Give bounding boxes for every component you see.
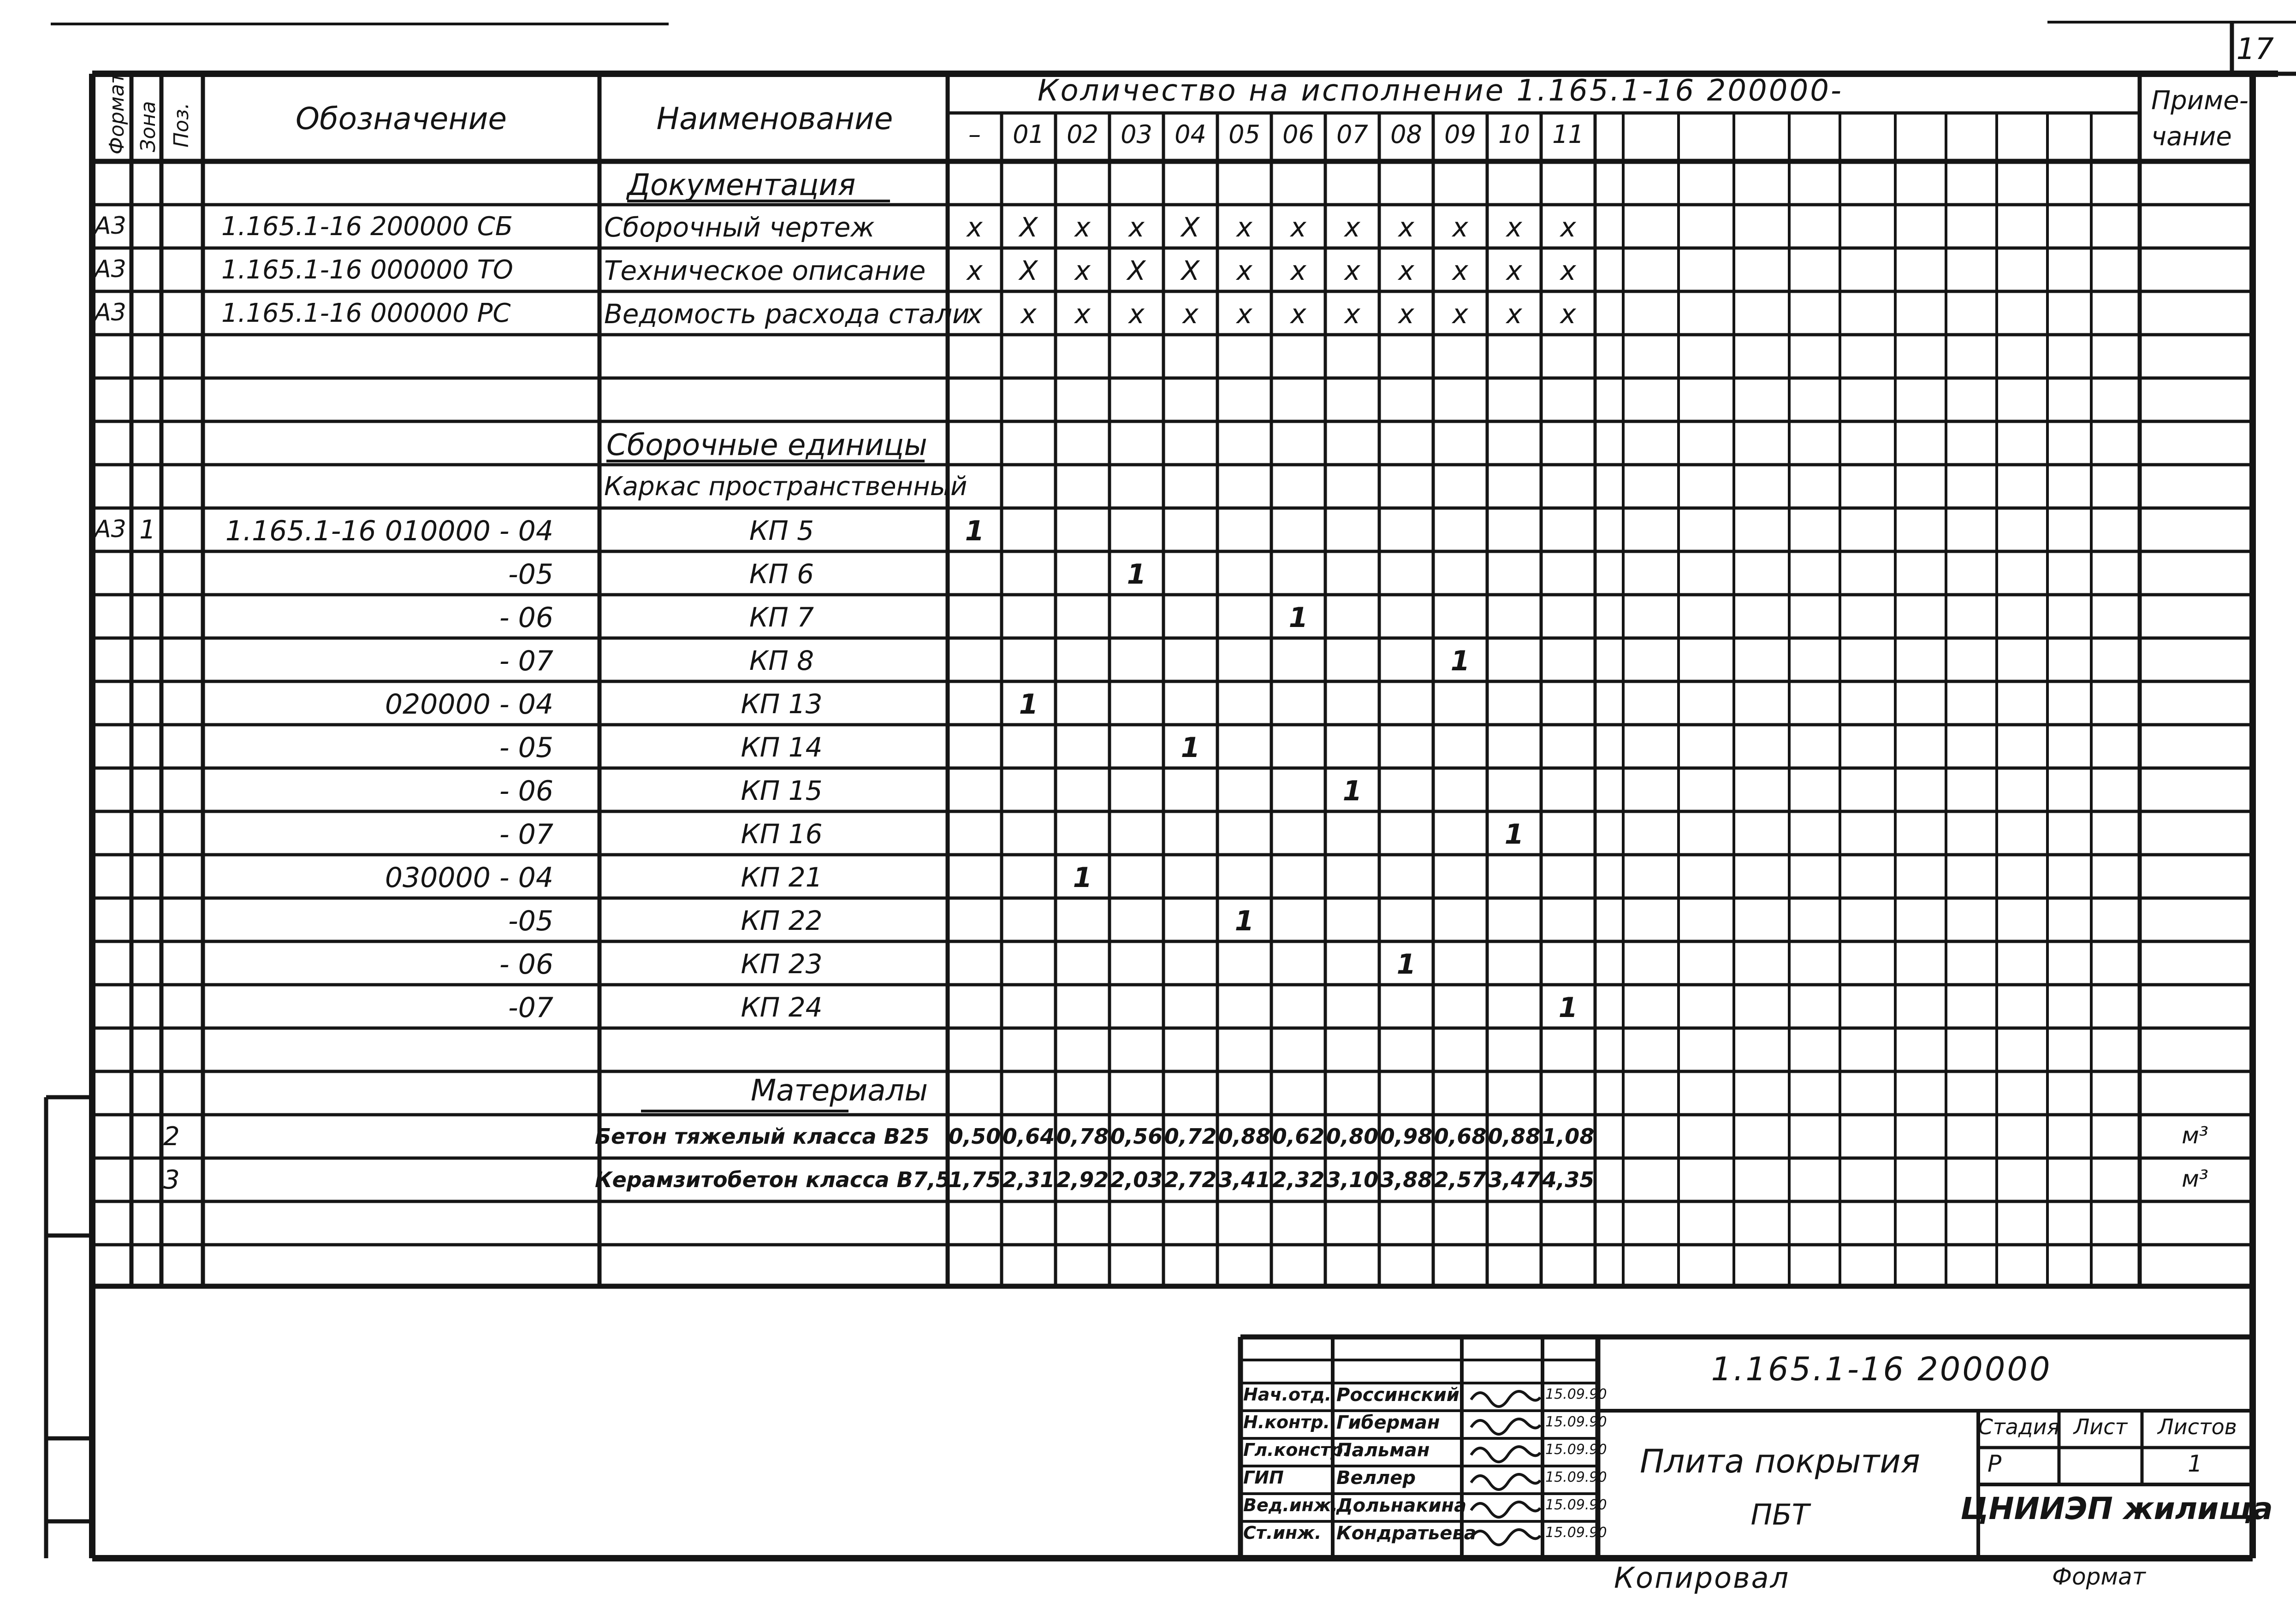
material-row-name: Керамзитобетон класса В7,5 [595,1167,951,1192]
doc-row-mark: X [1181,212,1200,243]
frame-row-designation: - 07 [499,645,553,677]
doc-row-mark: x [1074,255,1091,286]
frame-row-pos: 1 [139,515,156,545]
doc-row-mark: x [1560,255,1576,286]
frame-row-qty: 1 [1127,558,1146,591]
frame-row-format: А3 [95,515,126,543]
role-name: Дольнакина [1336,1495,1467,1516]
role-name: Кондратьева [1336,1523,1477,1544]
role-label: Нач.отд. [1243,1384,1332,1405]
material-row-value: 2,03 [1110,1167,1163,1192]
doc-row-name: Ведомость расхода стали [604,298,970,330]
signature [1471,1502,1540,1517]
header-name: Наименование [656,101,893,136]
execution-header-2: 02 [1067,120,1098,149]
material-row-value: 2,92 [1056,1167,1109,1192]
material-row-unit: м³ [2182,1165,2208,1192]
doc-row-mark: x [1506,212,1522,243]
frame-row-name: КП 13 [741,688,823,720]
doc-row-mark: x [1344,298,1360,330]
frame-row-name: КП 22 [741,905,823,936]
frame-row-name: КП 7 [749,602,814,633]
material-row-value: 0,50 [948,1124,1001,1149]
doc-row-format: А3 [95,299,126,326]
doc-row-mark: X [1181,255,1200,286]
doc-row-mark: x [1074,212,1091,243]
execution-header-3: 03 [1121,120,1152,149]
header-note: Приме-чание [2151,86,2249,152]
frame-row-designation: 020000 - 04 [385,688,553,721]
execution-header-7: 07 [1336,120,1368,149]
doc-row-mark: x [1290,255,1306,286]
role-date: 15.09.90 [1545,1442,1607,1458]
frame-title: Каркас пространственный [604,472,967,502]
material-row-value: 3,47 [1488,1167,1541,1192]
doc-row-mark: x [1020,298,1037,330]
execution-header-11: 11 [1552,120,1584,149]
execution-header-1: 01 [1013,120,1044,149]
material-row-value: 0,62 [1272,1124,1325,1149]
doc-row-mark: x [967,255,983,286]
role-label: Ст.инж. [1243,1523,1322,1543]
doc-row-name: Сборочный чертеж [604,212,875,243]
role-date: 15.09.90 [1545,1497,1607,1513]
signature [1471,1530,1540,1545]
doc-row-mark: x [1344,255,1360,286]
execution-header-4: 04 [1175,120,1206,149]
material-row-value: 2,72 [1164,1167,1217,1192]
material-row-value: 0,68 [1434,1124,1487,1149]
role-date: 15.09.90 [1545,1469,1607,1485]
header-quantity: Количество на исполнение 1.165.1-16 200000- [1038,74,1843,108]
section-documentation: Документация [627,168,856,202]
doc-row-mark: x [1506,255,1522,286]
frame-row-qty: 1 [1558,992,1578,1024]
material-row-value: 0,64 [1002,1124,1055,1149]
frame-row-designation: -05 [508,558,553,591]
frame-row-qty: 1 [1342,775,1362,807]
frame-row-name: КП 8 [749,645,814,676]
doc-row-mark: x [1290,298,1306,330]
doc-row-mark: x [1128,298,1145,330]
frame-row-name: КП 6 [749,558,814,590]
organization: ЦНИИЭП жилища [1960,1491,2273,1526]
material-row-value: 3,88 [1380,1167,1433,1192]
frame-row-designation: - 06 [499,775,553,807]
frame-row-qty: 1 [965,515,985,547]
material-row-unit: м³ [2182,1122,2208,1149]
doc-row-name: Техническое описание [604,255,926,286]
header-format: Формат [105,72,129,154]
frame-row-qty: 1 [1234,905,1254,937]
role-name: Гиберман [1336,1412,1440,1433]
header-designation: Обозначение [296,101,507,136]
doc-row-mark: x [1398,255,1414,286]
doc-row-designation: 1.165.1-16 000000 ТО [221,255,513,285]
material-row-value: 2,57 [1434,1167,1487,1192]
frame-row-qty: 1 [1288,602,1308,634]
frame-row-designation: - 06 [499,948,553,981]
role-date: 15.09.90 [1545,1525,1607,1541]
material-row-name: Бетон тяжелый класса В25 [595,1124,930,1149]
doc-row-mark: x [1074,298,1091,330]
doc-row-mark: x [1560,298,1576,330]
doc-row-mark: x [1452,212,1468,243]
role-label: Гл.констр. [1243,1440,1350,1460]
doc-row-format: А3 [95,212,126,240]
signature [1471,1447,1540,1462]
execution-header-5: 05 [1228,120,1260,149]
frame-row-name: КП 15 [741,775,823,806]
doc-row-mark: x [1560,212,1576,243]
material-row-value: 0,88 [1218,1124,1271,1149]
frame-row-designation: - 06 [499,602,553,634]
doc-row-mark: x [1182,298,1198,330]
doc-row-designation: 1.165.1-16 000000 РС [221,298,511,328]
doc-row-mark: x [1290,212,1306,243]
material-row-value: 4,35 [1542,1167,1595,1192]
frame-row-designation: -05 [508,905,553,937]
doc-row-mark: x [967,212,983,243]
execution-header-9: 09 [1444,120,1476,149]
stage-label: Стадия [1978,1414,2060,1439]
signature [1471,1419,1540,1434]
role-name: Россинский [1336,1384,1459,1406]
frame-row-name: КП 16 [741,818,823,850]
header-zone: Зона [136,101,160,152]
role-date: 15.09.90 [1545,1386,1607,1402]
signature [1471,1391,1540,1407]
doc-row-mark: x [1128,212,1145,243]
doc-row-mark: x [1236,255,1252,286]
execution-header-6: 06 [1282,120,1314,149]
material-row-value: 0,80 [1326,1124,1379,1149]
frame-row-designation: -07 [508,992,553,1024]
material-row-value: 0,56 [1110,1124,1163,1149]
role-date: 15.09.90 [1545,1414,1607,1430]
frame-row-qty: 1 [1073,862,1092,894]
frame-row-qty: 1 [1019,688,1038,721]
doc-row-mark: X [1127,255,1146,286]
section-materials: Материалы [751,1074,928,1108]
doc-row-mark: x [1398,298,1414,330]
material-row-value: 0,88 [1488,1124,1541,1149]
execution-header-8: 08 [1390,120,1422,149]
frame-row-name: КП 21 [741,862,823,893]
doc-row-mark: x [1344,212,1360,243]
role-label: Н.контр. [1243,1412,1330,1432]
material-row-value: 3,41 [1218,1167,1271,1192]
frame-row-qty: 1 [1181,732,1200,764]
material-row-value: 0,98 [1380,1124,1433,1149]
frame-row-designation: - 07 [499,818,553,851]
header-pos: Поз. [170,102,193,148]
doc-row-mark: x [967,298,983,330]
doc-row-mark: X [1019,255,1038,286]
footer-copied: Копировал [1614,1561,1790,1595]
frame-row-name: КП 14 [741,732,823,763]
doc-row-mark: x [1236,298,1252,330]
material-row-value: 2,32 [1272,1167,1325,1192]
material-row-value: 0,78 [1056,1124,1109,1149]
sheet-number: 17 [2236,32,2274,66]
execution-header-10: 10 [1498,120,1530,149]
execution-header-0: – [968,120,981,149]
material-row-value: 0,72 [1164,1124,1217,1149]
role-name: Веллер [1336,1467,1416,1489]
frame-row-designation: 1.165.1-16 010000 - 04 [225,515,553,547]
material-row-value: 1,08 [1542,1124,1595,1149]
title-main: Плита покрытия [1640,1443,1920,1480]
doc-row-mark: x [1236,212,1252,243]
doc-row-mark: x [1452,298,1468,330]
footer-format: Формат [2052,1563,2146,1590]
frame-row-name: КП 23 [741,948,823,980]
doc-row-mark: X [1019,212,1038,243]
material-row-pos: 2 [163,1122,180,1152]
frame-row-qty: 1 [1450,645,1470,677]
title-code: 1.165.1-16 200000 [1711,1350,2052,1388]
doc-row-mark: x [1398,212,1414,243]
signature [1471,1474,1540,1490]
material-row-value: 3,10 [1326,1167,1379,1192]
doc-row-format: А3 [95,255,126,283]
sheet-label: Лист [2073,1414,2128,1439]
role-name: Пальман [1336,1440,1430,1461]
frame-row-name: КП 24 [741,992,823,1023]
material-row-value: 2,31 [1002,1167,1055,1192]
role-label: ГИП [1243,1467,1284,1488]
stage-value: Р [1987,1450,2002,1477]
material-row-pos: 3 [163,1165,180,1195]
frame-row-designation: 030000 - 04 [385,862,553,894]
sheets-value: 1 [2188,1450,2202,1477]
frame-row-name: КП 5 [749,515,814,546]
frame-row-designation: - 05 [499,732,553,764]
doc-row-designation: 1.165.1-16 200000 СБ [221,212,513,242]
doc-row-mark: x [1506,298,1522,330]
section-assembly-units: Сборочные единицы [606,428,927,462]
doc-row-mark: x [1452,255,1468,286]
sheets-label: Листов [2158,1414,2237,1439]
material-row-value: 1,75 [948,1167,1001,1192]
frame-row-qty: 1 [1396,948,1416,981]
frame-row-qty: 1 [1504,818,1524,851]
role-label: Вед.инж. [1243,1495,1338,1515]
title-sub: ПБТ [1750,1498,1810,1531]
